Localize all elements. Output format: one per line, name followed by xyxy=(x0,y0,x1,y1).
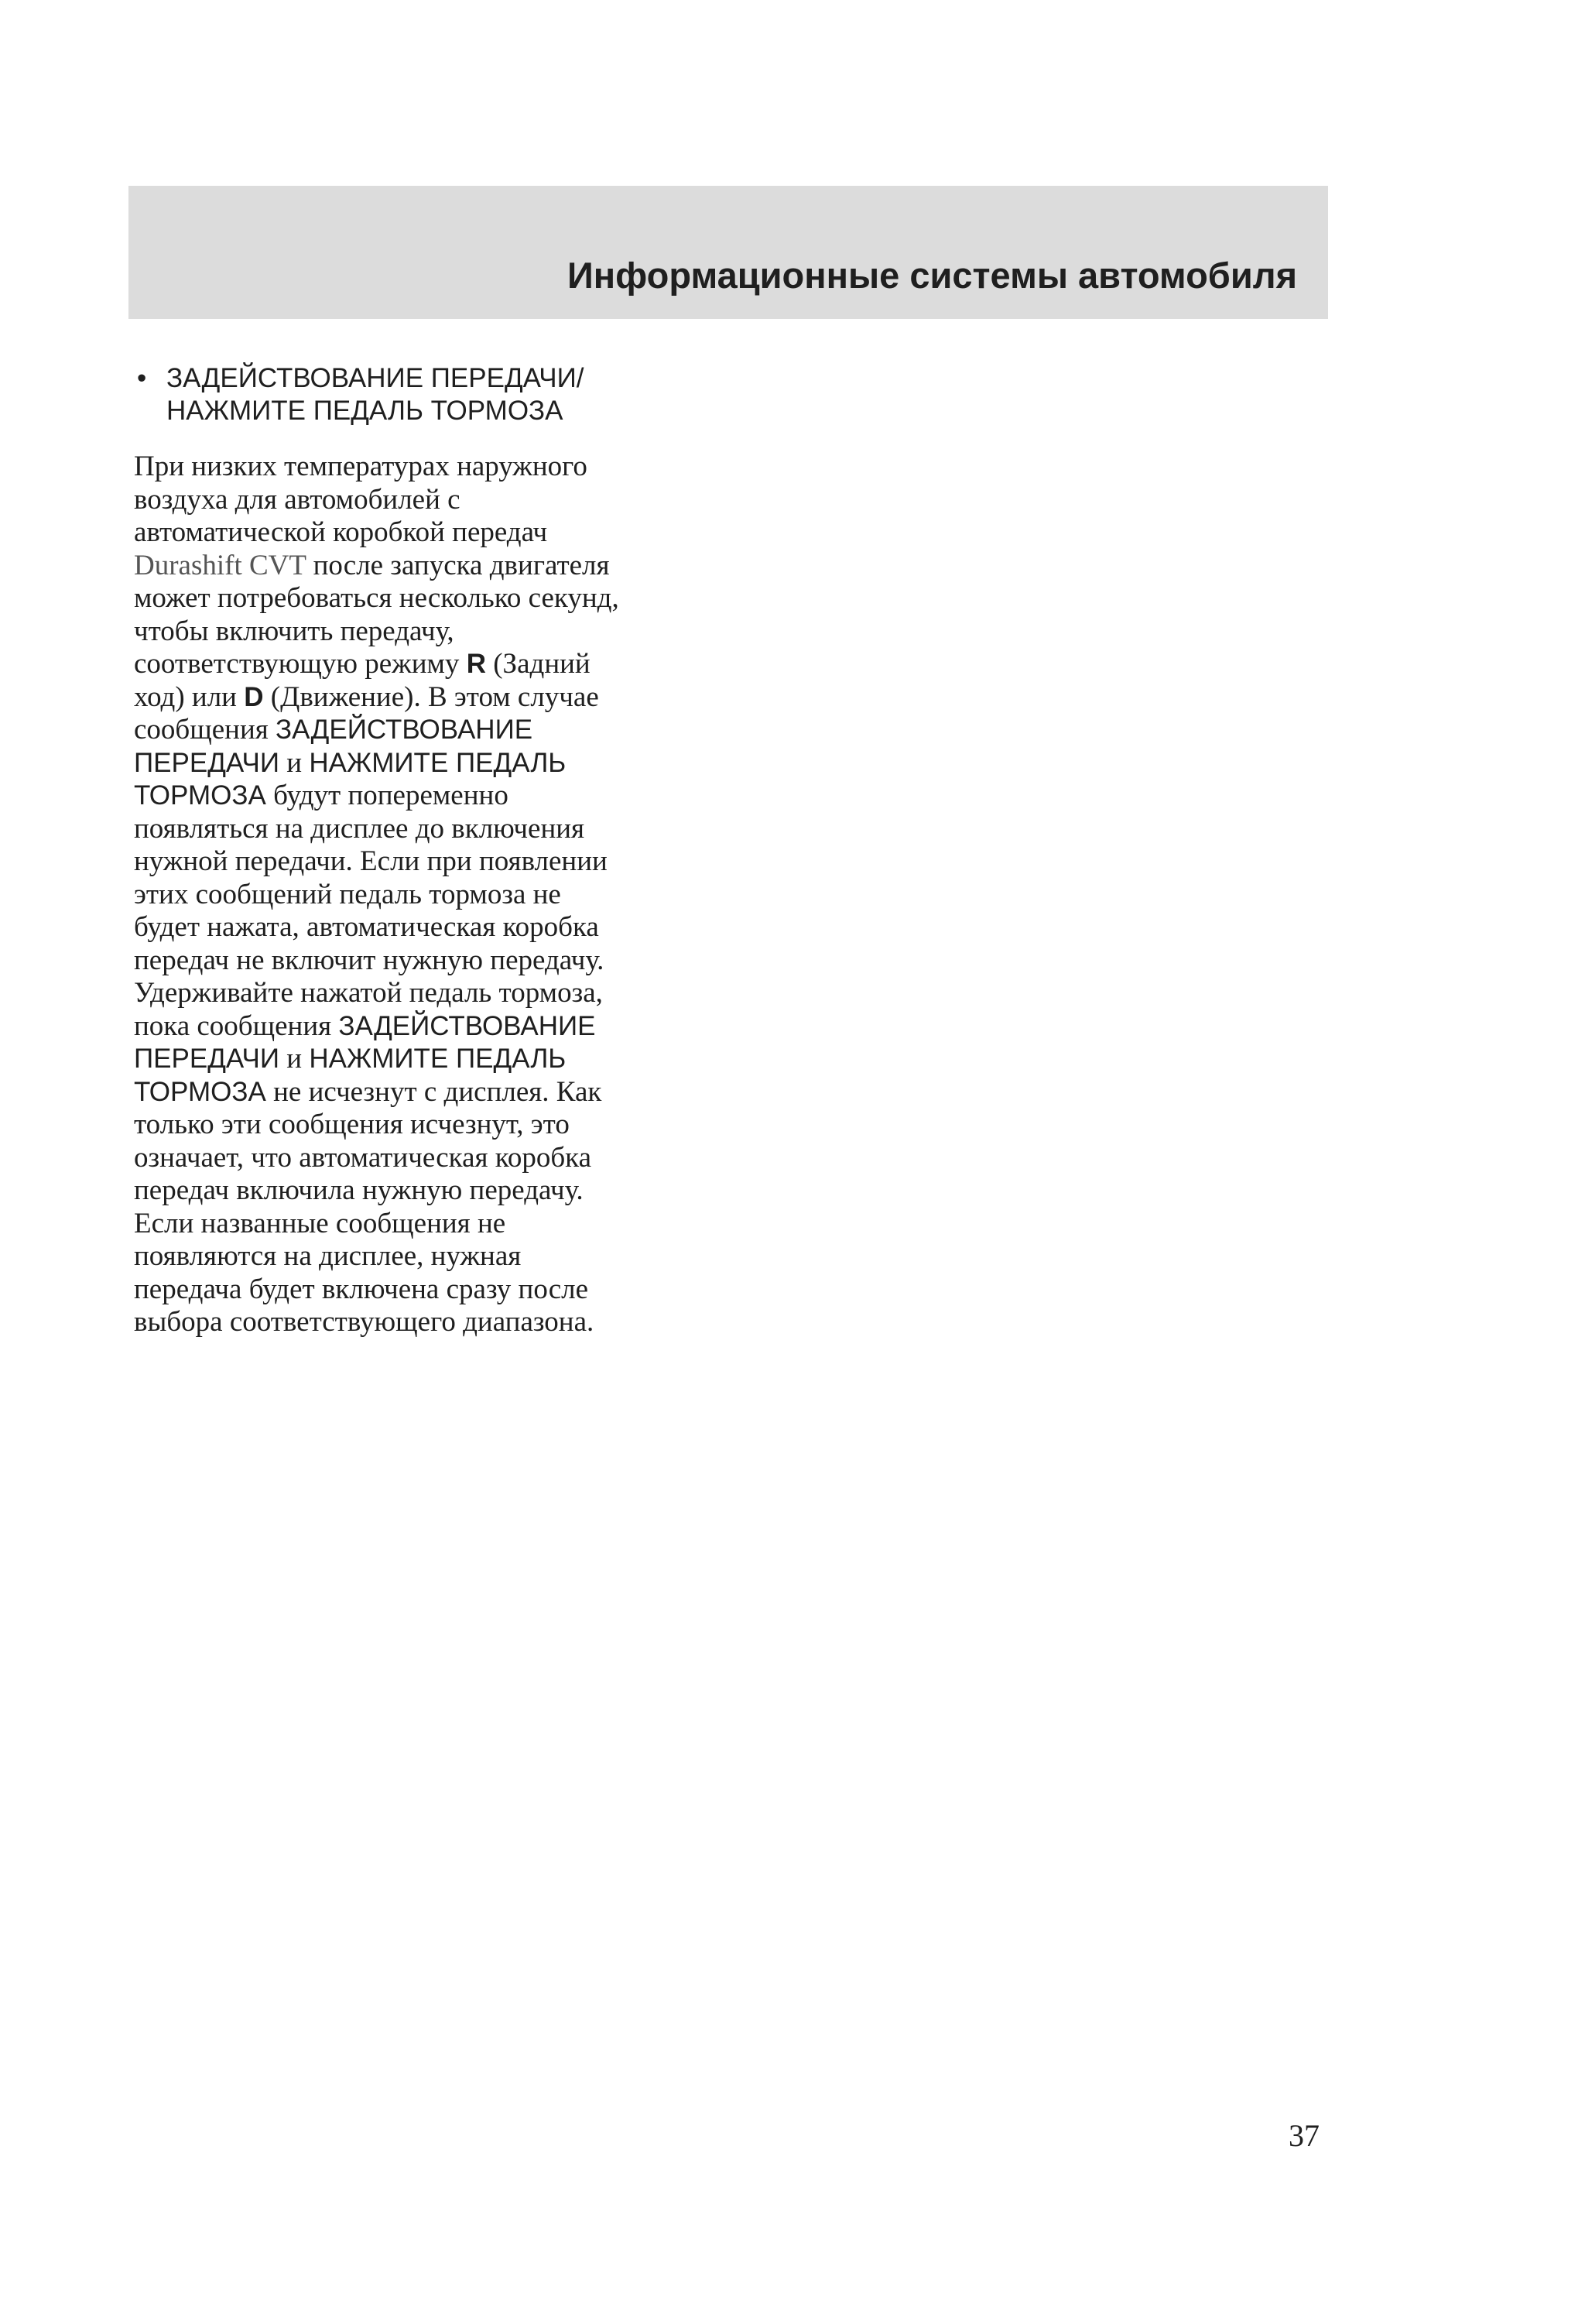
paragraph-line: При низких температурах наружного xyxy=(134,451,587,482)
paragraph-line: сообщения ЗАДЕЙСТВОВАНИЕ xyxy=(134,714,533,746)
bullet-item-message xyxy=(134,362,738,427)
paragraph-line: ТОРМОЗА не исчезнут с дисплея. Как xyxy=(134,1075,602,1108)
paragraph-line: Удерживайте нажатой педаль тормоза, xyxy=(134,977,603,1009)
paragraph-line: ПЕРЕДАЧИ и НАЖМИТЕ ПЕДАЛЬ xyxy=(134,1043,567,1075)
paragraph-line: Если названные сообщения не xyxy=(134,1207,506,1239)
section-title: Информационные системы автомобиля xyxy=(567,255,1297,296)
paragraph-line: означает, что автоматическая коробка xyxy=(134,1141,592,1174)
display-message: ТОРМОЗА xyxy=(134,780,266,811)
paragraph-line: может потребоваться несколько секунд, xyxy=(134,582,619,614)
paragraph-line: автоматической коробкой передач xyxy=(134,516,548,548)
section-header-band xyxy=(128,186,1328,319)
paragraph-line: будет нажата, автоматическая коробка xyxy=(134,911,599,943)
bullet-icon: • xyxy=(137,363,147,393)
transmission-brand-name: Durashift CVT xyxy=(134,549,306,581)
display-message: ЗАДЕЙСТВОВАНИЕ xyxy=(276,715,533,745)
paragraph-line: передача будет включена сразу после xyxy=(134,1273,589,1305)
page-number: 37 xyxy=(1289,2118,1320,2153)
paragraph-line: передач не включит нужную передачу. xyxy=(134,944,604,976)
display-message: ПЕРЕДАЧИ xyxy=(134,747,279,778)
display-message: НАЖМИТЕ ПЕДАЛЬ xyxy=(309,747,567,778)
paragraph-line: этих сообщений педаль тормоза не xyxy=(134,878,561,910)
paragraph-line: пока сообщения ЗАДЕЙСТВОВАНИЕ xyxy=(134,1009,596,1042)
paragraph-line: ход) или D (Движение). В этом случае xyxy=(134,680,599,713)
display-message: ТОРМОЗА xyxy=(134,1076,266,1107)
paragraph-line: нужной передачи. Если при появлении xyxy=(134,845,608,877)
body-paragraph xyxy=(134,451,738,1339)
paragraph-line: соответствующую режиму R (Задний xyxy=(134,648,591,680)
paragraph-line: чтобы включить передачу, xyxy=(134,615,454,647)
display-message: ЗАДЕЙСТВОВАНИЕ xyxy=(338,1010,596,1041)
paragraph-line: Durashift CVT после запуска двигателя xyxy=(134,549,610,581)
paragraph-line: передач включила нужную передачу. xyxy=(134,1174,584,1206)
gear-d-label: D xyxy=(244,681,264,712)
bullet-line-1: ЗАДЕЙСТВОВАНИЕ ПЕРЕДАЧИ/ xyxy=(166,363,584,393)
paragraph-line: появляются на дисплее, нужная xyxy=(134,1240,522,1272)
display-message: НАЖМИТЕ ПЕДАЛЬ xyxy=(309,1044,567,1074)
main-content xyxy=(134,362,738,1339)
paragraph-line: воздуха для автомобилей с xyxy=(134,483,460,516)
paragraph-line: ПЕРЕДАЧИ и НАЖМИТЕ ПЕДАЛЬ xyxy=(134,746,567,779)
display-message: ПЕРЕДАЧИ xyxy=(134,1044,279,1074)
paragraph-line: ТОРМОЗА будут попеременно xyxy=(134,780,508,811)
bullet-line-2: НАЖМИТЕ ПЕДАЛЬ ТОРМОЗА xyxy=(166,396,563,426)
gear-r-label: R xyxy=(466,649,486,679)
paragraph-line: выбора соответствующего диапазона. xyxy=(134,1306,594,1338)
paragraph-line: появляться на дисплее до включения xyxy=(134,812,585,845)
paragraph-line: только эти сообщения исчезнут, это xyxy=(134,1109,570,1140)
